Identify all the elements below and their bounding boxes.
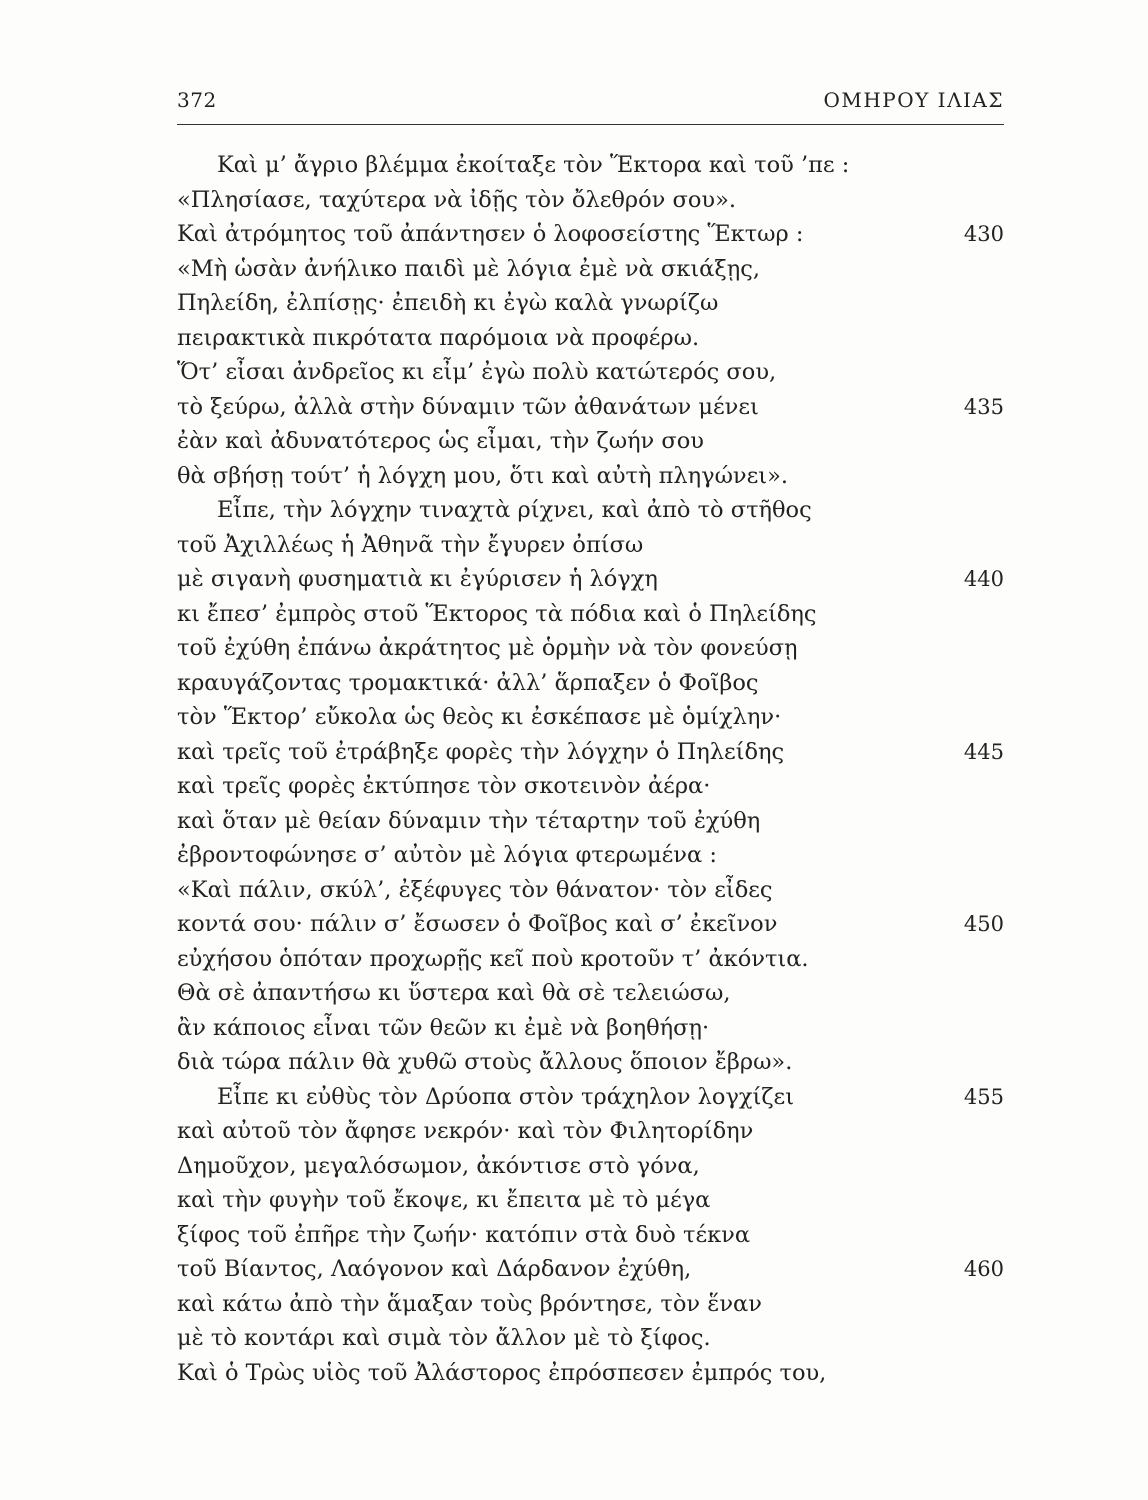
- verse-text: τοῦ ἐχύθη ἐπάνω ἀκράτητος μὲ ὁρμὴν νὰ τὸν φονεύσῃ: [177, 635, 798, 661]
- verse-line: [177, 735, 1004, 770]
- verse-text: καὶ τὴν φυγὴν τοῦ ἔκοψε, κι ἔπειτα μὲ τὸ μέγα: [177, 1187, 711, 1213]
- verse-line: [177, 1080, 1004, 1115]
- verse-line: [177, 1252, 1004, 1287]
- verse-text: καὶ τρεῖς τοῦ ἐτράβηξε φορὲς τὴν λόγχην ὁ Πηλείδης: [177, 738, 785, 765]
- verse-line: [177, 1149, 1004, 1184]
- verse-line: [177, 907, 1004, 942]
- verse-text: ξίφος τοῦ ἐπῆρε τὴν ζωήν· κατόπιν στὰ δυὸ τέκνα: [177, 1221, 751, 1248]
- verse-text: «Μὴ ὡσὰν ἀνήλικο παιδὶ μὲ λόγια ἐμὲ νὰ σκιάξῃς,: [177, 255, 760, 282]
- verse-line: [177, 286, 1004, 321]
- verse-text: Δημοῦχον, μεγαλόσωμον, ἀκόντισε στὸ γόνα,: [177, 1152, 700, 1179]
- verse-text: κοντά σου· πάλιν σ’ ἔσωσεν ὁ Φοῖβος καὶ σ’ ἐκεῖνον: [177, 911, 778, 937]
- verse-text: Καὶ ἀτρόμητος τοῦ ἀπάντησεν ὁ λοφοσείστης Ἕκτωρ :: [177, 221, 804, 247]
- verse-line: [177, 390, 1004, 425]
- verse-text: θὰ σβήσῃ τούτ’ ἡ λόγχη μου, ὅτι καὶ αὐτὴ πληγώνει».: [177, 462, 789, 489]
- verse-line: [177, 528, 1004, 563]
- verse-line: [177, 631, 1004, 666]
- verse-text: Καὶ ὁ Τρὼς υἱὸς τοῦ Ἀλάστορος ἐπρόσπεσεν ἐμπρός του,: [177, 1359, 827, 1386]
- line-number: 445: [963, 739, 1004, 764]
- header-rule: [177, 124, 1004, 125]
- verse-line: [177, 700, 1004, 735]
- verse-text: Πηλείδη, ἐλπίσῃς· ἐπειδὴ κι ἐγὼ καλὰ γνωρίζω: [177, 290, 719, 316]
- verse-text: Καὶ μ’ ἄγριο βλέμμα ἐκοίταξε τὸν Ἕκτορα καὶ τοῦ ’πε :: [217, 152, 850, 178]
- verse-text: μὲ τὸ κοντάρι καὶ σιμὰ τὸν ἄλλον μὲ τὸ ξίφος.: [177, 1325, 711, 1351]
- verse-text: εὐχήσου ὁπόταν προχωρῇς κεῖ ποὺ κροτοῦν τ’ ἀκόντια.: [177, 945, 809, 972]
- verse-list: [177, 148, 1004, 1390]
- verse-line: [177, 355, 1004, 390]
- verse-line: [177, 666, 1004, 701]
- verse-line: [177, 804, 1004, 839]
- page-header: [177, 88, 1004, 118]
- verse-line: [177, 942, 1004, 977]
- verse-line: [177, 321, 1004, 356]
- line-number: 435: [963, 394, 1004, 419]
- line-number: 460: [963, 1257, 1004, 1281]
- verse-text: κραυγάζοντας τρομακτικά· ἀλλ’ ἅρπαξεν ὁ Φοῖβος: [177, 669, 759, 696]
- verse-line: [177, 562, 1004, 597]
- line-number: 455: [963, 1084, 1004, 1109]
- verse-text: διὰ τώρα πάλιν θὰ χυθῶ στοὺς ἄλλους ὅποιον ἔβρω».: [177, 1049, 793, 1075]
- verse-line: [177, 493, 1004, 528]
- verse-text: «Καὶ πάλιν, σκύλ’, ἐξέφυγες τὸν θάνατον· τὸν εἶδες: [177, 876, 773, 903]
- line-number: 430: [963, 222, 1004, 246]
- verse-line: [177, 252, 1004, 287]
- verse-line: [177, 1114, 1004, 1149]
- verse-line: [177, 838, 1004, 873]
- verse-text: τοῦ Ἀχιλλέως ἡ Ἀθηνᾶ τὴν ἔγυρεν ὀπίσω: [177, 531, 644, 558]
- verse-text: καὶ τρεῖς φορὲς ἐκτύπησε τὸν σκοτεινὸν ἀέρα·: [177, 773, 711, 799]
- verse-line: [177, 1287, 1004, 1322]
- verse-line: [177, 424, 1004, 459]
- verse-text: Εἶπε κι εὐθὺς τὸν Δρύοπα στὸν τράχηλον λογχίζει: [217, 1083, 795, 1110]
- verse-line: [177, 1183, 1004, 1218]
- verse-text: ἂν κάποιος εἶναι τῶν θεῶν κι ἐμὲ νὰ βοηθήσῃ·: [177, 1014, 710, 1041]
- verse-text: καὶ αὐτοῦ τὸν ἄφησε νεκρόν· καὶ τὸν Φιλητορίδην: [177, 1118, 754, 1144]
- verse-text: τὸν Ἕκτορ’ εὔκολα ὡς θεὸς κι ἐσκέπασε μὲ ὁμίχλην·: [177, 704, 782, 730]
- verse-text: Θὰ σὲ ἀπαντήσω κι ὕστερα καὶ θὰ σὲ τελειώσω,: [177, 980, 731, 1006]
- verse-text: Εἶπε, τὴν λόγχην τιναχτὰ ρίχνει, καὶ ἀπὸ τὸ στῆθος: [217, 497, 812, 523]
- line-number: 450: [963, 912, 1004, 936]
- verse-text: ἐβροντοφώνησε σ’ αὐτὸν μὲ λόγια φτερωμένα :: [177, 842, 717, 868]
- verse-line: [177, 1218, 1004, 1253]
- line-number: 440: [963, 567, 1004, 591]
- verse-line: [177, 1011, 1004, 1046]
- verse-text: Ὅτ’ εἶσαι ἀνδρεῖος κι εἶμ’ ἐγὼ πολὺ κατώτερός σου,: [177, 359, 777, 385]
- verse-text: καὶ κάτω ἀπὸ τὴν ἅμαξαν τοὺς βρόντησε, τὸν ἕναν: [177, 1290, 762, 1317]
- verse-line: [177, 1321, 1004, 1356]
- verse-text: μὲ σιγανὴ φυσηματιὰ κι ἐγύρισεν ἡ λόγχη: [177, 566, 658, 592]
- verse-line: [177, 769, 1004, 804]
- verse-text: καὶ ὅταν μὲ θείαν δύναμιν τὴν τέταρτην τοῦ ἐχύθη: [177, 807, 761, 834]
- running-title: ΟΜΗΡΟΥ ΙΛΙΑΣ: [823, 88, 1004, 112]
- verse-line: [177, 1045, 1004, 1080]
- verse-line: [177, 976, 1004, 1011]
- verse-line: [177, 183, 1004, 218]
- verse-text: τὸ ξεύρω, ἀλλὰ στὴν δύναμιν τῶν ἀθανάτων μένει: [177, 393, 759, 420]
- verse-line: [177, 1356, 1004, 1391]
- verse-text: «Πλησίασε, ταχύτερα νὰ ἰδῇς τὸν ὄλεθρόν σου».: [177, 186, 737, 213]
- verse-line: [177, 873, 1004, 908]
- verse-text: πειρακτικὰ πικρότατα παρόμοια νὰ προφέρω.: [177, 324, 700, 351]
- verse-line: [177, 459, 1004, 494]
- verse-line: [177, 217, 1004, 252]
- verse-line: [177, 148, 1004, 183]
- verse-text: τοῦ Βίαντος, Λαόγονον καὶ Δάρδανον ἐχύθη,: [177, 1256, 692, 1282]
- page-number: 372: [177, 88, 217, 112]
- verse-text: ἐὰν καὶ ἀδυνατότερος ὡς εἶμαι, τὴν ζωήν σου: [177, 428, 704, 454]
- verse-line: [177, 597, 1004, 632]
- verse-text: κι ἔπεσ’ ἐμπρὸς στοῦ Ἕκτορος τὰ πόδια καὶ ὁ Πηλείδης: [177, 600, 817, 627]
